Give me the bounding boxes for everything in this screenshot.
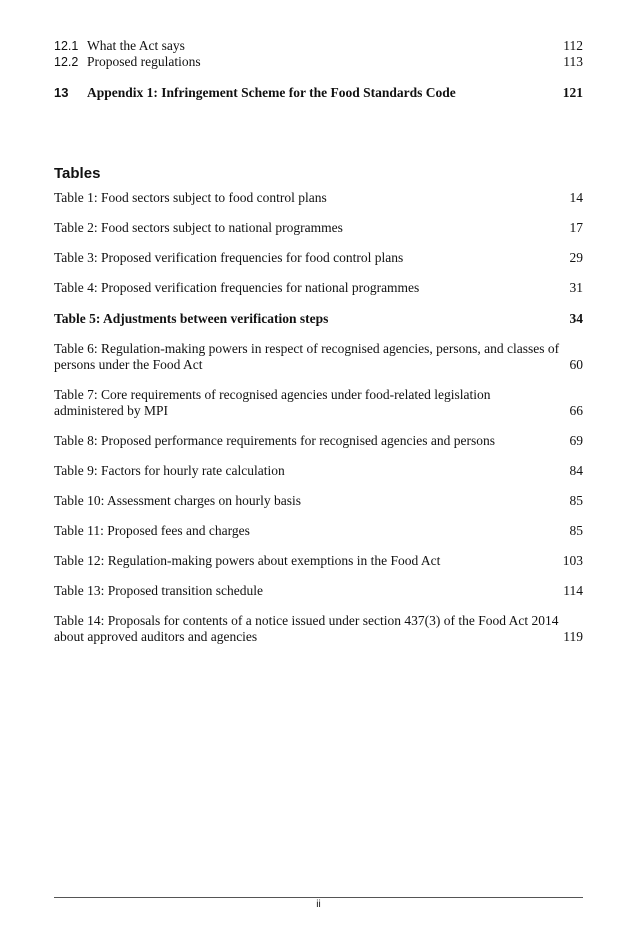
table-list-title: Table 8: Proposed performance requirements for recognised agencies and persons bbox=[54, 433, 496, 448]
toc-entry-title: Proposed regulations bbox=[87, 54, 201, 69]
toc-entry-title: Appendix 1: Infringement Scheme for the Food Standards Code bbox=[87, 85, 456, 100]
table-list-item[interactable] bbox=[54, 341, 583, 373]
table-list-title: Table 10: Assessment charges on hourly basis bbox=[54, 493, 302, 508]
table-list-page: 103 bbox=[562, 553, 583, 568]
toc-entry-number: 12.1 bbox=[54, 39, 79, 53]
table-list-item[interactable] bbox=[54, 493, 583, 509]
table-list-item[interactable] bbox=[54, 387, 583, 419]
table-list-item[interactable] bbox=[54, 613, 583, 645]
table-list-item[interactable] bbox=[54, 433, 583, 449]
table-list-item[interactable] bbox=[54, 583, 583, 599]
table-list-title: Table 6: Regulation-making powers in respect of recognised agencies, persons, and classes of persons under the Food Act bbox=[54, 341, 560, 372]
table-list-title: Table 5: Adjustments between verification steps bbox=[54, 311, 329, 326]
table-list-item[interactable] bbox=[54, 220, 583, 236]
table-list-page: 60 bbox=[569, 357, 583, 372]
table-list-title: Table 11: Proposed fees and charges bbox=[54, 523, 250, 538]
table-list-item[interactable] bbox=[54, 250, 583, 266]
table-list-page: 17 bbox=[569, 220, 583, 235]
table-list-title: Table 1: Food sectors subject to food control plans bbox=[54, 190, 327, 205]
table-list-page: 85 bbox=[569, 523, 583, 538]
table-list-title: Table 13: Proposed transition schedule bbox=[54, 583, 264, 598]
toc-entry-number: 13 bbox=[54, 85, 69, 100]
table-list-title: Table 2: Food sectors subject to national programmes bbox=[54, 220, 343, 235]
table-list-title: Table 12: Regulation-making powers about exemptions in the Food Act bbox=[54, 553, 441, 568]
tables-heading: Tables bbox=[54, 165, 101, 182]
table-list-item[interactable] bbox=[54, 463, 583, 479]
table-list-title: Table 14: Proposals for contents of a notice issued under section 437(3) of the Food Act 2014 about approved auditors and agencies bbox=[54, 613, 559, 644]
table-list-item[interactable] bbox=[54, 190, 583, 206]
table-list-page: 14 bbox=[569, 190, 583, 205]
toc-entry-number: 12.2 bbox=[54, 55, 79, 69]
table-list-page: 85 bbox=[569, 493, 583, 508]
table-list-page: 66 bbox=[569, 403, 583, 418]
table-list-page: 119 bbox=[563, 629, 583, 644]
table-list-page: 31 bbox=[569, 280, 583, 295]
toc-entry-page: 113 bbox=[563, 54, 583, 69]
table-list-page: 34 bbox=[569, 311, 583, 326]
table-list-title: Table 4: Proposed verification frequencies for national programmes bbox=[54, 280, 420, 295]
table-list-page: 69 bbox=[569, 433, 583, 448]
table-list-item[interactable] bbox=[54, 523, 583, 539]
table-list-page: 29 bbox=[569, 250, 583, 265]
toc-entry-page: 112 bbox=[563, 38, 583, 53]
toc-entry-title: What the Act says bbox=[87, 38, 185, 53]
footer-divider bbox=[54, 897, 583, 898]
table-list-item[interactable] bbox=[54, 553, 583, 569]
table-list-title: Table 3: Proposed verification frequencies for food control plans bbox=[54, 250, 404, 265]
table-list-item[interactable] bbox=[54, 311, 583, 327]
table-list-title: Table 7: Core requirements of recognised agencies under food-related legislation administered by MPI bbox=[54, 387, 491, 418]
table-list-page: 114 bbox=[563, 583, 583, 598]
toc-entry-page: 121 bbox=[562, 85, 583, 100]
footer-page-number: ii bbox=[316, 899, 321, 910]
table-list-item[interactable] bbox=[54, 280, 583, 296]
table-list-title: Table 9: Factors for hourly rate calculation bbox=[54, 463, 285, 478]
table-list-page: 84 bbox=[569, 463, 583, 478]
